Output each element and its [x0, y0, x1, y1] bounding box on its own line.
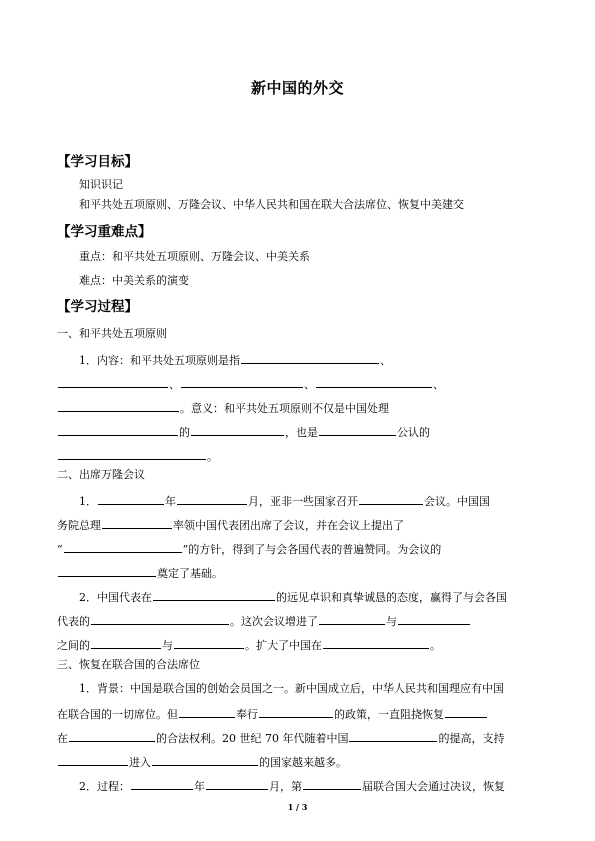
fill-blank[interactable] — [69, 730, 155, 742]
objectives-label: 知识识记 — [79, 178, 123, 191]
part3-line4: 进入 的国家越来越多。 — [57, 754, 347, 770]
fill-blank[interactable] — [153, 589, 275, 601]
fill-blank[interactable] — [174, 637, 244, 649]
page-number: 1 / 3 — [287, 802, 308, 812]
part2-line2: 务院总理 率领中国代表团出席了会议，并在会议上提出了 — [57, 519, 404, 532]
part1-heading: 一、和平共处五项原则 — [57, 327, 167, 340]
fill-blank[interactable] — [64, 541, 182, 553]
fill-blank[interactable] — [98, 493, 164, 505]
part1-line4: 的 ，也是 公认的 — [57, 424, 430, 440]
fill-blank[interactable] — [316, 376, 432, 388]
fill-blank[interactable] — [91, 613, 229, 625]
part2-line3: “ ”的方针，得到了与会各国代表的普遍赞同。为会议的 — [57, 543, 442, 556]
fill-blank[interactable] — [319, 613, 385, 625]
fill-blank[interactable] — [152, 754, 258, 766]
fill-blank[interactable] — [359, 493, 423, 505]
fill-blank[interactable] — [102, 517, 172, 529]
fill-blank[interactable] — [349, 730, 437, 742]
part2-p2-line2: 代表的 。这次会议增进了 与 — [57, 613, 471, 629]
part2-p2-line1: 2．中国代表在 的远见卓识和真挚诚恳的态度，赢得了与会各国 — [79, 591, 507, 604]
part3-line2: 在联合国的一切席位。但 奉行 的政策，一直阻挠恢复 — [57, 706, 488, 722]
fill-blank[interactable] — [398, 613, 470, 625]
fill-blank[interactable] — [319, 424, 396, 436]
keypoint-key: 重点：和平共处五项原则、万隆会议、中美关系 — [79, 250, 310, 263]
fill-blank[interactable] — [58, 400, 179, 412]
part2-heading: 二、出席万隆会议 — [57, 468, 145, 481]
fill-blank[interactable] — [177, 493, 247, 505]
objectives-content: 和平共处五项原则、万隆会议、中华人民共和国在联大合法席位、恢复中美建交 — [79, 198, 464, 211]
keypoint-difficult: 难点：中美关系的演变 — [79, 274, 189, 287]
fill-blank[interactable] — [303, 778, 361, 790]
page-title: 新中国的外交 — [250, 79, 344, 97]
section-keypoints: 【学习重难点】 — [57, 224, 152, 240]
part2-line1: 1． 年 月，亚非一些国家召开 会议。中国国 — [79, 495, 490, 508]
part2-p2-line3: 之间的 与 。扩大了中国在 。 — [57, 639, 441, 652]
fill-blank[interactable] — [241, 352, 379, 364]
part1-line2: 、 、 、 — [57, 376, 444, 392]
fill-blank[interactable] — [58, 424, 178, 436]
fill-blank[interactable] — [445, 706, 487, 718]
part1-line1: 1．内容：和平共处五项原则是指 、 — [79, 354, 391, 367]
fill-blank[interactable] — [191, 424, 284, 436]
fill-blank[interactable] — [91, 637, 161, 649]
part3-heading: 三、恢复在联合国的合法席位 — [57, 658, 200, 671]
fill-blank[interactable] — [323, 637, 429, 649]
fill-blank[interactable] — [259, 706, 333, 718]
section-objectives: 【学习目标】 — [57, 154, 138, 170]
part1-line3: 。意义：和平共处五项原则不仅是中国处理 — [57, 400, 389, 416]
part2-line4: 奠定了基础。 — [57, 565, 223, 581]
fill-blank[interactable] — [58, 376, 168, 388]
fill-blank[interactable] — [58, 448, 206, 460]
part1-line5: 。 — [57, 448, 218, 464]
fill-blank[interactable] — [179, 706, 235, 718]
section-process: 【学习过程】 — [57, 299, 138, 315]
fill-blank[interactable] — [58, 754, 128, 766]
part3-line3: 在 的合法权利。20 世纪 70 年代随着中国 的提高，支持 — [57, 732, 505, 745]
fill-blank[interactable] — [131, 778, 193, 790]
part3-line5: 2．过程： 年 月，第 届联合国大会通过决议，恢复 — [79, 780, 505, 793]
fill-blank[interactable] — [58, 565, 156, 577]
part3-line1: 1．背景：中国是联合国的创始会员国之一。新中国成立后，中华人民共和国理应有中国 — [79, 682, 504, 695]
fill-blank[interactable] — [181, 376, 303, 388]
fill-blank[interactable] — [206, 778, 268, 790]
